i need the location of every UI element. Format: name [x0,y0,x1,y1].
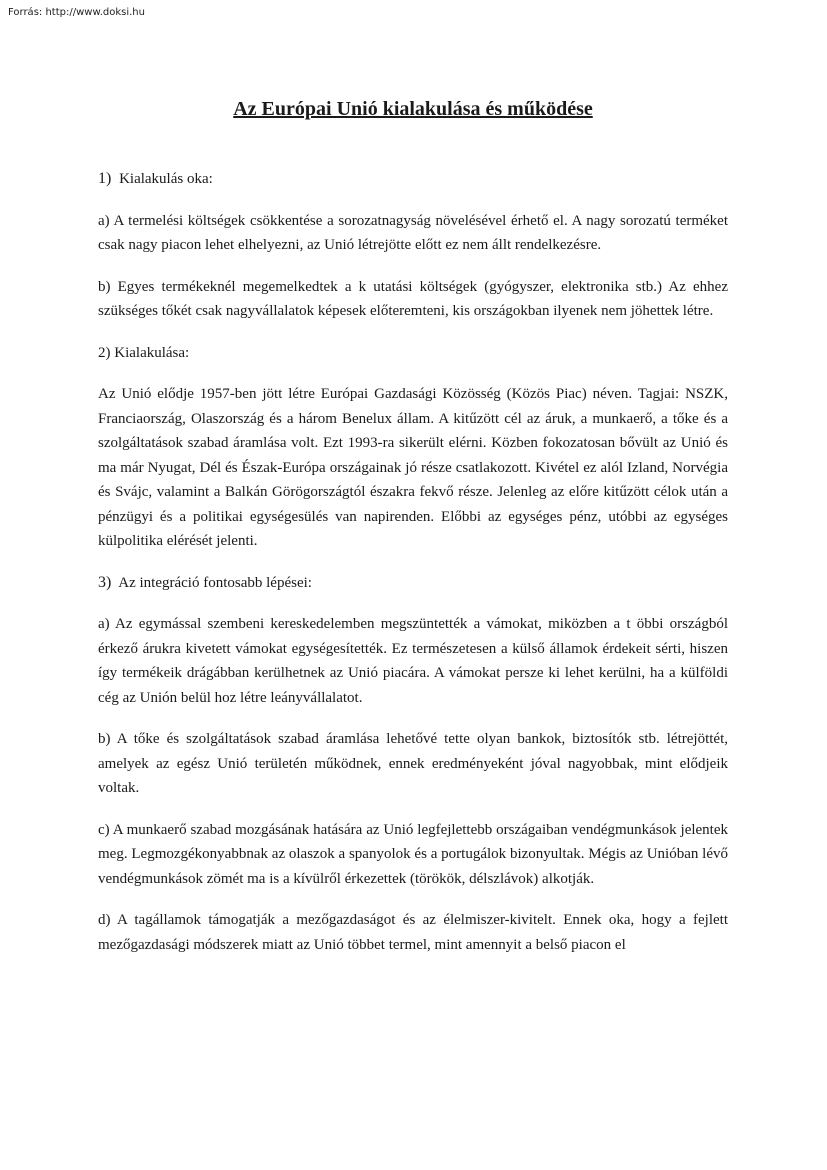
section-heading [98,167,728,192]
paragraph: a) A termelési költségek csökkentése a sorozatnagyság növelésével érhető el. A nagy sorozatú terméket csak nagy piacon lehet elhelyezni, az Unió létrejötte előtt ez nem állt rendelkezésre. [98,212,728,253]
section-heading [98,571,728,596]
section-heading [98,341,728,366]
paragraph: Az Unió elődje 1957-ben jött létre Európai Gazdasági Közösség (Közös Piac) néven. Tagjai: NSZK, Franciaország, Olaszország és a három Benelux állam. A kitűzött cél az áruk, a munkaerő, a tőke és a szolgáltatások szabad áramlása volt. Ezt 1993-ra sikerült elérni. Közben fokozatosan bővült az Unió és ma már Nyugat, Dél és Észak-Európa országainak jó része csatlakozott. Kivétel ez alól Izland, Norvégia és Svájc, valamint a Balkán Görögországtól északra fekvő része. Jelenleg az előre kitűzött célok után a pénzügyi és a politikai egységesülés van napirenden. Előbbi az egységes pénz, utóbbi az egységes külpolitika elérését jelenti. [98,386,728,549]
paragraph: a) Az egymással szembeni kereskedelemben megszüntették a vámokat, miközben a t öbbi országból érkező árukra kivetett vámokat egységesítették. Ez természetesen a külső államok érdekeit sérti, hiszen így termékeik drágábban kerülhetnek az Unió piacára. A vámokat persze ki lehet kerülni, ha a külföldi cég az Unión belül hoz létre leányvállalatot. [98,616,728,706]
section-number: 1) [98,170,112,187]
section-heading-text: Az integráció fontosabb lépései: [118,574,312,591]
paragraph: b) A tőke és szolgáltatások szabad áramlása lehetővé tette olyan bankok, biztosítók stb. létrejöttét, amelyek az egész Unió területén működnek, ennek eredményeként jóval nagyobbak, mint elődjeik voltak. [98,731,728,796]
source-note: Forrás: http://www.doksi.hu [8,7,145,18]
section-heading-text: Kialakulása: [114,344,190,361]
section-heading-text: Kialakulás oka: [119,171,213,187]
section-number: 2) [98,344,111,361]
section-number: 3) [98,573,112,591]
paragraph: d) A tagállamok támogatják a mezőgazdaságot és az élelmiszer-kivitelt. Ennek oka, hogy a fejlett mezőgazdasági módszerek miatt az Unió többet termel, mint amennyit a belső piacon el [98,912,728,953]
paragraph: c) A munkaerő szabad mozgásának hatására az Unió legfejlettebb országaiban vendégmunkások jelentek meg. Legmozgékonyabbnak az olaszok a spanyolok és a portugálok bizonyultak. Mégis az Unióban lévő vendégmunkások zömét ma is a kívülről érkezettek (törökök, délszlávok) alkotják. [98,821,728,887]
page-title: Az Európai Unió kialakulása és működése [233,98,593,120]
document-page [98,96,728,974]
paragraph: b) Egyes termékeknél megemelkedtek a k utatási költségek (gyógyszer, elektronika stb.) Az ehhez szükséges tőkét csak nagyvállalatok képesek előteremteni, kis országokban ilyenek nem jöhettek létre. [98,278,728,319]
